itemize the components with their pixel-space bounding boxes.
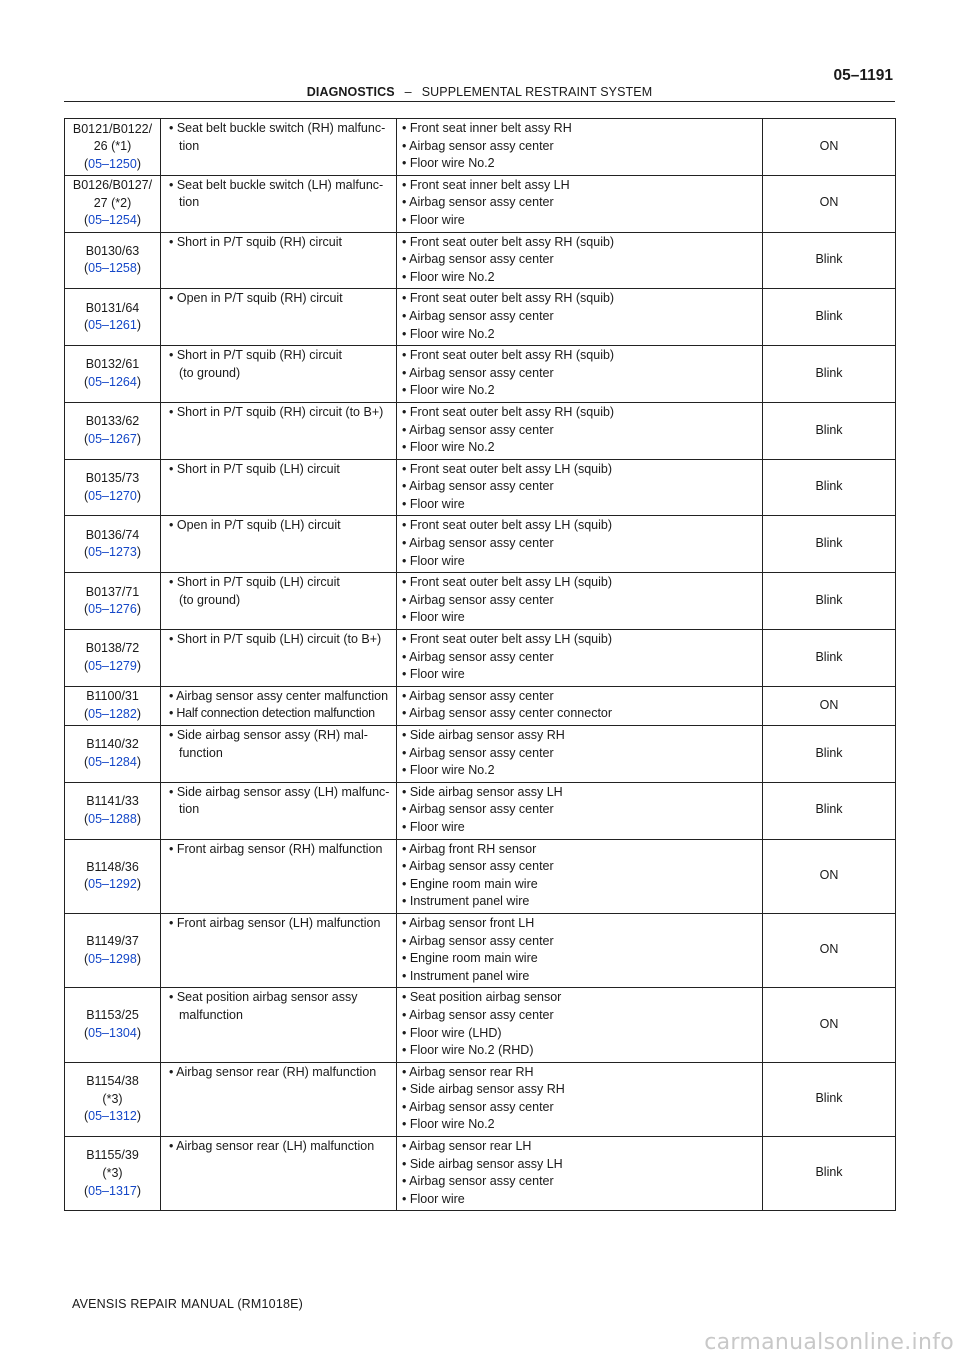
detection-item-line: • Open in P/T squib (RH) circuit bbox=[169, 291, 343, 306]
trouble-area-line: • Front seat outer belt assy RH (squib) bbox=[402, 404, 615, 419]
trouble-area-line: • Front seat outer belt assy LH (squib) bbox=[402, 461, 613, 476]
paren-open: ( bbox=[83, 811, 89, 826]
detection-item-line: • Airbag sensor rear (LH) malfunction bbox=[169, 1139, 375, 1154]
reference-page[interactable]: 05–1254 bbox=[88, 213, 137, 228]
warning-light-cell: Blink bbox=[763, 516, 896, 573]
warning-light-cell: Blink bbox=[763, 726, 896, 783]
header-section: DIAGNOSTICS bbox=[306, 85, 395, 99]
detection-item-cell bbox=[161, 175, 397, 232]
trouble-area-line: • Floor wire No.2 bbox=[402, 440, 495, 455]
trouble-area-cell bbox=[397, 1137, 763, 1211]
reference-page[interactable]: 05–1298 bbox=[88, 951, 137, 966]
trouble-area-line: • Floor wire bbox=[402, 819, 465, 834]
detection-item-line: function bbox=[179, 745, 223, 760]
warning-light-cell: Blink bbox=[763, 232, 896, 289]
footer-manual-title: AVENSIS REPAIR MANUAL (RM1018E) bbox=[72, 1297, 304, 1311]
trouble-area-line: • Engine room main wire bbox=[402, 876, 538, 891]
detection-item-line: • Airbag sensor rear (RH) malfunction bbox=[169, 1064, 377, 1079]
detection-item-line: malfunction bbox=[179, 1007, 243, 1022]
paren-close: ) bbox=[136, 261, 141, 276]
trouble-area-cell bbox=[397, 988, 763, 1062]
trouble-area-line: • Floor wire No.2 bbox=[402, 156, 495, 171]
paren-close: ) bbox=[136, 811, 141, 826]
trouble-area-line: • Front seat outer belt assy LH (squib) bbox=[402, 632, 613, 647]
dtc-code-cell bbox=[65, 839, 161, 913]
trouble-area-line: • Side airbag sensor assy RH bbox=[402, 1082, 565, 1097]
trouble-area-line: • Airbag sensor assy center bbox=[402, 859, 554, 874]
table-row bbox=[65, 782, 896, 839]
dtc-table bbox=[64, 118, 896, 1211]
trouble-area-line: • Floor wire bbox=[402, 496, 465, 511]
table-row bbox=[65, 402, 896, 459]
trouble-area-cell bbox=[397, 913, 763, 987]
dtc-reference-link[interactable] bbox=[67, 212, 158, 230]
dtc-reference-link[interactable] bbox=[67, 1108, 158, 1126]
dtc-code-cell bbox=[65, 175, 161, 232]
trouble-area-line: • Front seat outer belt assy LH (squib) bbox=[402, 575, 613, 590]
table-row bbox=[65, 573, 896, 630]
detection-item-cell bbox=[161, 289, 397, 346]
detection-item-cell bbox=[161, 839, 397, 913]
detection-item-cell bbox=[161, 630, 397, 687]
trouble-area-line: • Front seat inner belt assy RH bbox=[402, 121, 572, 135]
trouble-area-line: • Airbag sensor assy center bbox=[402, 592, 554, 607]
page-header bbox=[64, 67, 895, 100]
paren-open: ( bbox=[83, 318, 89, 333]
dtc-code-cell bbox=[65, 346, 161, 403]
warning-light-cell: Blink bbox=[763, 782, 896, 839]
trouble-area-line: • Front seat outer belt assy RH (squib) bbox=[402, 234, 615, 249]
dtc-code: B0121/B0122/ bbox=[72, 121, 153, 136]
warning-light-cell: Blink bbox=[763, 1137, 896, 1211]
trouble-area-line: • Airbag sensor assy center bbox=[402, 1099, 554, 1114]
paren-open: ( bbox=[83, 156, 89, 171]
table-row bbox=[65, 459, 896, 516]
paren-close: ) bbox=[136, 431, 141, 446]
table-row bbox=[65, 516, 896, 573]
dtc-code: 27 (*2) bbox=[93, 195, 132, 210]
header-subsection: SUPPLEMENTAL RESTRAINT SYSTEM bbox=[421, 85, 653, 99]
trouble-area-cell bbox=[397, 289, 763, 346]
trouble-area-line: • Airbag sensor assy center connector bbox=[402, 706, 613, 721]
trouble-area-line: • Airbag sensor assy center bbox=[402, 1007, 554, 1022]
trouble-area-line: • Front seat outer belt assy LH (squib) bbox=[402, 518, 613, 533]
paren-open: ( bbox=[83, 602, 89, 617]
detection-item-line: • Side airbag sensor assy (LH) malfunc- bbox=[169, 784, 390, 799]
warning-light-cell: ON bbox=[763, 988, 896, 1062]
trouble-area-cell bbox=[397, 839, 763, 913]
trouble-area-cell bbox=[397, 119, 763, 176]
trouble-area-line: • Floor wire bbox=[402, 667, 465, 682]
header-separator: – bbox=[404, 85, 412, 99]
dtc-code: B0131/64 bbox=[85, 300, 140, 315]
paren-close: ) bbox=[136, 375, 141, 390]
reference-page[interactable]: 05–1304 bbox=[88, 1026, 137, 1040]
dtc-reference-link[interactable] bbox=[67, 658, 158, 676]
paren-close: ) bbox=[136, 1109, 141, 1124]
dtc-code: B0137/71 bbox=[85, 584, 140, 599]
detection-item-cell bbox=[161, 232, 397, 289]
trouble-area-line: • Floor wire No.2 (RHD) bbox=[402, 1043, 534, 1058]
detection-item-line: • Open in P/T squib (LH) circuit bbox=[169, 518, 341, 533]
trouble-area-line: • Engine room main wire bbox=[402, 951, 538, 966]
reference-page[interactable]: 05–1312 bbox=[88, 1109, 137, 1124]
dtc-reference-link[interactable] bbox=[67, 488, 158, 506]
trouble-area-line: • Airbag sensor assy center bbox=[402, 365, 554, 380]
detection-item-line: • Short in P/T squib (LH) circuit bbox=[169, 461, 340, 476]
trouble-area-line: • Floor wire bbox=[402, 553, 465, 568]
detection-item-line: • Short in P/T squib (RH) circuit bbox=[169, 234, 342, 249]
warning-light-cell: ON bbox=[763, 913, 896, 987]
detection-item-line: • Airbag sensor assy center malfunction bbox=[169, 688, 389, 703]
paren-open: ( bbox=[83, 213, 89, 228]
paren-close: ) bbox=[136, 754, 141, 769]
dtc-code: B0132/61 bbox=[85, 357, 140, 372]
reference-page[interactable]: 05–1273 bbox=[88, 545, 137, 560]
trouble-area-line: • Instrument panel wire bbox=[402, 894, 530, 909]
detection-item-cell bbox=[161, 459, 397, 516]
reference-page[interactable]: 05–1267 bbox=[88, 431, 137, 446]
dtc-reference-link[interactable] bbox=[67, 156, 158, 174]
trouble-area-line: • Floor wire bbox=[402, 212, 465, 227]
dtc-code-cell bbox=[65, 459, 161, 516]
trouble-area-line: • Floor wire No.2 bbox=[402, 1117, 495, 1132]
trouble-area-cell bbox=[397, 573, 763, 630]
table-row bbox=[65, 686, 896, 725]
reference-page[interactable]: 05–1292 bbox=[88, 877, 137, 892]
dtc-reference-link[interactable] bbox=[67, 374, 158, 392]
trouble-area-line: • Airbag sensor assy center bbox=[402, 649, 554, 664]
dtc-reference-link[interactable] bbox=[67, 1025, 158, 1043]
trouble-area-line: • Airbag sensor assy center bbox=[402, 252, 554, 267]
dtc-reference-link[interactable] bbox=[67, 431, 158, 449]
paren-open: ( bbox=[83, 951, 89, 966]
paren-close: ) bbox=[136, 545, 141, 560]
detection-item-cell bbox=[161, 1062, 397, 1136]
trouble-area-line: • Airbag sensor rear RH bbox=[402, 1064, 534, 1079]
warning-light-cell: ON bbox=[763, 119, 896, 176]
detection-item-line: • Seat position airbag sensor assy bbox=[169, 990, 358, 1005]
dtc-code: B0135/73 bbox=[85, 470, 140, 485]
dtc-code-cell bbox=[65, 988, 161, 1062]
detection-item-cell bbox=[161, 686, 397, 725]
table-row bbox=[65, 1137, 896, 1211]
trouble-area-line: • Side airbag sensor assy LH bbox=[402, 784, 563, 799]
dtc-reference-link[interactable] bbox=[67, 754, 158, 772]
detection-item-line: tion bbox=[179, 195, 200, 210]
dtc-code: 26 (*1) bbox=[93, 139, 132, 154]
detection-item-line: (to ground) bbox=[179, 592, 241, 607]
paren-open: ( bbox=[83, 877, 89, 892]
dtc-code: B0136/74 bbox=[85, 527, 140, 542]
dtc-code: B0126/B0127/ bbox=[72, 178, 153, 193]
trouble-area-line: • Airbag front RH sensor bbox=[402, 841, 537, 856]
dtc-code: B0133/62 bbox=[85, 414, 140, 429]
reference-page[interactable]: 05–1264 bbox=[88, 375, 137, 390]
trouble-area-line: • Floor wire bbox=[402, 610, 465, 625]
dtc-code-cell bbox=[65, 119, 161, 176]
table-row bbox=[65, 175, 896, 232]
detection-item-cell bbox=[161, 988, 397, 1062]
trouble-area-line: • Floor wire bbox=[402, 1191, 465, 1206]
trouble-area-line: • Floor wire No.2 bbox=[402, 763, 495, 778]
dtc-code-cell bbox=[65, 1137, 161, 1211]
detection-item-line: • Short in P/T squib (RH) circuit bbox=[169, 348, 342, 363]
paren-open: ( bbox=[83, 706, 89, 721]
trouble-area-line: • Airbag sensor assy center bbox=[402, 688, 554, 703]
dtc-code-cell bbox=[65, 402, 161, 459]
warning-light-cell: ON bbox=[763, 839, 896, 913]
table-row bbox=[65, 119, 896, 176]
trouble-area-line: • Airbag sensor assy center bbox=[402, 1174, 554, 1189]
header-rule bbox=[64, 101, 895, 102]
paren-open: ( bbox=[83, 431, 89, 446]
trouble-area-line: • Airbag sensor assy center bbox=[402, 195, 554, 210]
paren-close: ) bbox=[136, 877, 141, 892]
trouble-area-line: • Floor wire No.2 bbox=[402, 269, 495, 284]
reference-page[interactable]: 05–1270 bbox=[88, 488, 137, 503]
detection-item-line: (to ground) bbox=[179, 365, 241, 380]
paren-close: ) bbox=[136, 488, 141, 503]
table-row bbox=[65, 913, 896, 987]
dtc-code-cell bbox=[65, 573, 161, 630]
dtc-reference-link[interactable] bbox=[67, 601, 158, 619]
detection-item-cell bbox=[161, 913, 397, 987]
dtc-code-cell bbox=[65, 289, 161, 346]
trouble-area-line: • Airbag sensor assy center bbox=[402, 802, 554, 817]
trouble-area-line: • Instrument panel wire bbox=[402, 968, 530, 983]
detection-item-line: • Short in P/T squib (LH) circuit bbox=[169, 575, 340, 590]
detection-item-line: • Half connection detection malfunction bbox=[169, 706, 375, 721]
paren-open: ( bbox=[83, 658, 89, 673]
detection-item-line: • Front airbag sensor (LH) malfunction bbox=[169, 915, 381, 930]
warning-light-cell: ON bbox=[763, 175, 896, 232]
dtc-code: B0130/63 bbox=[85, 243, 140, 258]
table-row bbox=[65, 988, 896, 1062]
dtc-code: B1154/38 bbox=[86, 1073, 139, 1088]
detection-item-cell bbox=[161, 516, 397, 573]
detection-item-line: • Seat belt buckle switch (RH) malfunc- bbox=[169, 121, 386, 135]
trouble-area-line: • Floor wire (LHD) bbox=[402, 1025, 502, 1040]
detection-item-line: tion bbox=[179, 138, 200, 153]
watermark: carmanualsonline.info bbox=[704, 1330, 954, 1355]
dtc-code: B1153/25 bbox=[86, 1008, 139, 1023]
warning-light-cell: Blink bbox=[763, 1062, 896, 1136]
paren-open: ( bbox=[83, 545, 89, 560]
dtc-code: B1100/31 bbox=[86, 689, 139, 704]
reference-page[interactable]: 05–1258 bbox=[88, 261, 137, 276]
table-row bbox=[65, 726, 896, 783]
table-row bbox=[65, 346, 896, 403]
table-row bbox=[65, 232, 896, 289]
trouble-area-cell bbox=[397, 175, 763, 232]
paren-close: ) bbox=[136, 1026, 141, 1040]
detection-item-cell bbox=[161, 1137, 397, 1211]
detection-item-line: • Side airbag sensor assy (RH) mal- bbox=[169, 728, 368, 742]
trouble-area-line: • Side airbag sensor assy LH bbox=[402, 1156, 563, 1171]
trouble-area-line: • Front seat inner belt assy LH bbox=[402, 177, 570, 192]
warning-light-cell: Blink bbox=[763, 346, 896, 403]
paren-close: ) bbox=[136, 602, 141, 617]
trouble-area-cell bbox=[397, 459, 763, 516]
detection-item-line: • Front airbag sensor (RH) malfunction bbox=[169, 841, 383, 856]
warning-light-cell: Blink bbox=[763, 402, 896, 459]
trouble-area-line: • Airbag sensor assy center bbox=[402, 745, 554, 760]
table-row bbox=[65, 1062, 896, 1136]
dtc-code: B0138/72 bbox=[85, 641, 140, 656]
detection-item-cell bbox=[161, 346, 397, 403]
dtc-code-cell bbox=[65, 1062, 161, 1136]
dtc-code: (*3) bbox=[102, 1091, 123, 1106]
table-row bbox=[65, 289, 896, 346]
trouble-area-cell bbox=[397, 516, 763, 573]
trouble-area-line: • Airbag sensor assy center bbox=[402, 308, 554, 323]
trouble-area-line: • Front seat outer belt assy RH (squib) bbox=[402, 291, 615, 306]
detection-item-cell bbox=[161, 119, 397, 176]
dtc-code-cell bbox=[65, 913, 161, 987]
dtc-reference-link[interactable] bbox=[67, 544, 158, 562]
trouble-area-line: • Floor wire No.2 bbox=[402, 326, 495, 341]
paren-open: ( bbox=[83, 488, 89, 503]
detection-item-cell bbox=[161, 726, 397, 783]
detection-item-cell bbox=[161, 573, 397, 630]
trouble-area-cell bbox=[397, 686, 763, 725]
dtc-code: B1149/37 bbox=[86, 934, 139, 949]
trouble-area-cell bbox=[397, 1062, 763, 1136]
trouble-area-cell bbox=[397, 726, 763, 783]
reference-page[interactable]: 05–1250 bbox=[88, 156, 137, 171]
table-row bbox=[65, 630, 896, 687]
trouble-area-line: • Airbag sensor front LH bbox=[402, 915, 535, 930]
warning-light-cell: Blink bbox=[763, 630, 896, 687]
page-number: 05–1191 bbox=[833, 67, 893, 84]
dtc-code: (*3) bbox=[102, 1165, 123, 1180]
dtc-code-cell bbox=[65, 782, 161, 839]
reference-page[interactable]: 05–1317 bbox=[88, 1183, 137, 1198]
dtc-reference-link[interactable] bbox=[67, 260, 158, 278]
paren-open: ( bbox=[83, 375, 89, 390]
trouble-area-line: • Side airbag sensor assy RH bbox=[402, 728, 565, 742]
paren-close: ) bbox=[136, 213, 141, 228]
detection-item-line: • Seat belt buckle switch (LH) malfunc- bbox=[169, 177, 384, 192]
dtc-code-cell bbox=[65, 726, 161, 783]
dtc-code-cell bbox=[65, 232, 161, 289]
paren-close: ) bbox=[136, 318, 141, 333]
trouble-area-line: • Airbag sensor assy center bbox=[402, 933, 554, 948]
paren-close: ) bbox=[136, 1183, 141, 1198]
trouble-area-line: • Airbag sensor assy center bbox=[402, 422, 554, 437]
detection-item-cell bbox=[161, 402, 397, 459]
trouble-area-line: • Seat position airbag sensor bbox=[402, 990, 562, 1005]
reference-page[interactable]: 05–1288 bbox=[88, 811, 137, 826]
trouble-area-line: • Airbag sensor assy center bbox=[402, 536, 554, 551]
dtc-reference-link[interactable] bbox=[67, 1183, 158, 1201]
dtc-code: B1140/32 bbox=[86, 737, 139, 752]
warning-light-cell: Blink bbox=[763, 459, 896, 516]
paren-open: ( bbox=[83, 1109, 89, 1124]
trouble-area-cell bbox=[397, 346, 763, 403]
paren-close: ) bbox=[136, 706, 141, 721]
warning-light-cell: Blink bbox=[763, 289, 896, 346]
reference-page[interactable]: 05–1276 bbox=[88, 602, 137, 617]
dtc-code-cell bbox=[65, 516, 161, 573]
dtc-code-cell bbox=[65, 630, 161, 687]
detection-item-cell bbox=[161, 782, 397, 839]
reference-page[interactable]: 05–1261 bbox=[88, 318, 137, 333]
reference-page[interactable]: 05–1282 bbox=[88, 706, 137, 721]
dtc-code: B1148/36 bbox=[86, 859, 139, 874]
trouble-area-line: • Airbag sensor assy center bbox=[402, 479, 554, 494]
warning-light-cell: Blink bbox=[763, 573, 896, 630]
reference-page[interactable]: 05–1279 bbox=[88, 658, 137, 673]
trouble-area-cell bbox=[397, 402, 763, 459]
dtc-reference-link[interactable] bbox=[67, 317, 158, 335]
detection-item-line: • Short in P/T squib (RH) circuit (to B+) bbox=[169, 404, 384, 419]
paren-open: ( bbox=[83, 1026, 89, 1040]
trouble-area-line: • Airbag sensor assy center bbox=[402, 138, 554, 153]
dtc-code: B1141/33 bbox=[86, 794, 139, 809]
paren-close: ) bbox=[136, 156, 141, 171]
paren-open: ( bbox=[83, 1183, 89, 1198]
trouble-area-cell bbox=[397, 232, 763, 289]
trouble-area-cell bbox=[397, 630, 763, 687]
dtc-code: B1155/39 bbox=[86, 1148, 139, 1163]
paren-close: ) bbox=[136, 951, 141, 966]
trouble-area-cell bbox=[397, 782, 763, 839]
paren-open: ( bbox=[83, 754, 89, 769]
detection-item-line: • Short in P/T squib (LH) circuit (to B+) bbox=[169, 632, 382, 647]
dtc-reference-link[interactable] bbox=[67, 876, 158, 894]
dtc-reference-link[interactable] bbox=[67, 706, 158, 724]
trouble-area-line: • Airbag sensor rear LH bbox=[402, 1139, 532, 1154]
dtc-code-cell bbox=[65, 686, 161, 725]
paren-open: ( bbox=[83, 261, 89, 276]
dtc-reference-link[interactable] bbox=[67, 811, 158, 829]
warning-light-cell: ON bbox=[763, 686, 896, 725]
table-row bbox=[65, 839, 896, 913]
trouble-area-line: • Front seat outer belt assy RH (squib) bbox=[402, 348, 615, 363]
header-title bbox=[64, 84, 895, 100]
reference-page[interactable]: 05–1284 bbox=[88, 754, 137, 769]
trouble-area-line: • Floor wire No.2 bbox=[402, 383, 495, 398]
detection-item-line: tion bbox=[179, 802, 200, 817]
paren-close: ) bbox=[136, 658, 141, 673]
dtc-table-body bbox=[65, 119, 896, 1211]
dtc-reference-link[interactable] bbox=[67, 951, 158, 969]
